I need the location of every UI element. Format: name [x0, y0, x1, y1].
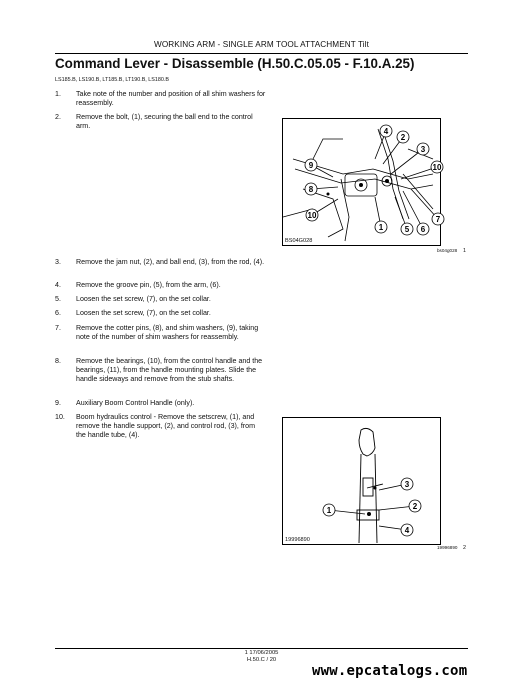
- step-text: Loosen the set screw, (7), on the set collar.: [76, 309, 211, 317]
- figure-1: [282, 118, 441, 246]
- figure-code: BS04G028: [285, 238, 313, 244]
- page-title: Command Lever - Disassemble (H.50.C.05.05 - F.10.A.25): [55, 56, 415, 71]
- callout-label: 2: [412, 502, 418, 511]
- footer-page-number: H.50.C / 20: [246, 657, 277, 663]
- section-header: WORKING ARM - SINGLE ARM TOOL ATTACHMENT Tilt: [154, 40, 369, 49]
- footer-divider: [55, 648, 468, 649]
- step-number: 2.: [55, 113, 61, 121]
- step-number: 6.: [55, 309, 61, 317]
- step-number: 4.: [55, 281, 61, 289]
- step-text: Remove the cotter pins, (8), and shim washers, (9), taking note of the number of shim washers for reassembly.: [76, 324, 259, 341]
- step-text: Boom hydraulics control - Remove the setscrew, (1), and remove the handle support, (2), and control rod, (3), from the handle tube, (4).: [76, 413, 256, 439]
- step-number: 5.: [55, 295, 61, 303]
- step-number: 10.: [55, 413, 65, 421]
- figure-number: 1: [463, 248, 466, 254]
- step-text: Loosen the set screw, (7), on the set collar.: [76, 295, 211, 303]
- step-text: Remove the bearings, (10), from the control handle and the bearings, (11), from the handle mounting plates. Slide the handle sideways and remove from the stub shafts.: [76, 357, 263, 383]
- model-list: LS185.B, LS190.B, LT185.B, LT190.B, LS180.B: [55, 77, 169, 83]
- callout-label: 6: [420, 225, 426, 234]
- callout-label: 10: [432, 163, 442, 172]
- step-number: 3.: [55, 258, 61, 266]
- figure-2-illustration: [283, 418, 440, 544]
- step-number: 9.: [55, 399, 61, 407]
- step-number: 8.: [55, 357, 61, 365]
- header-divider: [55, 53, 468, 54]
- step-number: 7.: [55, 324, 61, 332]
- figure-code: 19996890: [285, 537, 310, 543]
- callout-label: 1: [378, 223, 384, 232]
- callout-label: 10: [307, 211, 317, 220]
- figure-caption: 19996890: [437, 545, 458, 550]
- figure-caption: bs04g028: [437, 248, 458, 253]
- step-text: Remove the groove pin, (5), from the arm, (6).: [76, 281, 221, 289]
- step-text: Remove the bolt, (1), securing the ball end to the control arm.: [76, 113, 253, 130]
- figure-1-illustration: [283, 119, 440, 245]
- step-text: Take note of the number and position of all shim washers for reassembly.: [76, 90, 266, 107]
- callout-label: 2: [400, 133, 406, 142]
- callout-label: 1: [326, 506, 332, 515]
- callout-label: 9: [308, 161, 314, 170]
- callout-label: 3: [404, 480, 410, 489]
- callout-label: 5: [404, 225, 410, 234]
- callout-label: 4: [383, 127, 389, 136]
- step-text: Remove the jam nut, (2), and ball end, (3), from the rod, (4).: [76, 258, 265, 266]
- figure-2: [282, 417, 441, 545]
- callout-label: 3: [420, 145, 426, 154]
- step-text: Auxiliary Boom Control Handle (only).: [76, 399, 195, 407]
- callout-label: 4: [404, 526, 410, 535]
- watermark-link[interactable]: www.epcatalogs.com: [312, 663, 468, 679]
- callout-label: 8: [308, 185, 314, 194]
- figure-number: 2: [463, 545, 466, 551]
- step-number: 1.: [55, 90, 61, 98]
- footer-date: 1 17/06/2005: [244, 650, 279, 656]
- callout-label: 7: [435, 215, 441, 224]
